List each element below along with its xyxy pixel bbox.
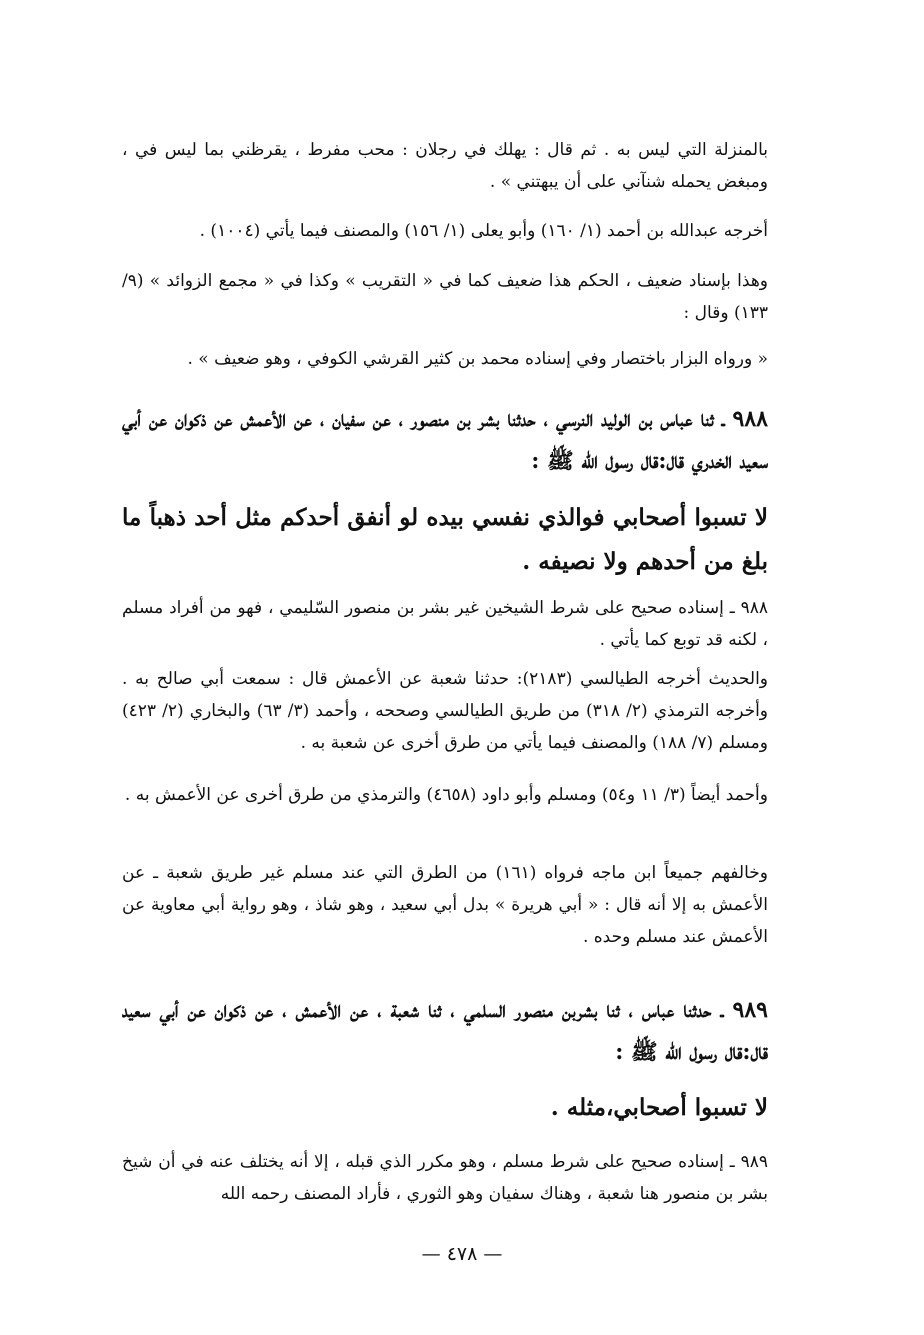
hadith-988-matn-block [122,496,768,584]
hadith-988-isnad: ٩٨٨ ـ ثنا عباس بن الوليد النرسي ، حدثنا بشر بن منصور ، عن سفيان ، عن الأعمش عن ذكوان عن أبي سعيد الخدري قال:قال رسول الله ﷺ : [122,406,768,474]
comment-989-block [122,1146,768,1210]
hadith-989-matn-block [122,1086,768,1130]
intro-quote-block [122,134,768,198]
page-number: — ٤٧٨ — [421,1243,503,1265]
hadith-989-isnad: ٩٨٩ ـ حدثنا عباس ، ثنا بشربن منصور السلمي ، ثنا شعبة ، عن الأعمش ، عن ذكوان عن أبي سعيد قال:قال رسول الله ﷺ : [122,997,768,1065]
quote-987: « ورواه البزار باختصار وفي إسناده محمد بن كثير القرشي الكوفي ، وهو ضعيف » . [187,349,768,369]
hadith-988-isnad-block [122,398,768,482]
comment-988-a: ٩٨٨ ـ إسناده صحيح على شرط الشيخين غير بشر بن منصور السّليمي ، فهو من أفراد مسلم ، لكنه قد توبع كما يأتي . [122,598,768,650]
comment-988-c: وأحمد أيضاً (٣/ ١١ و٥٤) ومسلم وأبو داود (٤٦٥٨) والترمذي من طرق أخرى عن الأعمش به . [124,785,768,805]
hadith-989-matn: لا تسبوا أصحابي،مثله . [550,1094,768,1121]
comment-988-c-block [122,779,768,811]
comment-988-a-block [122,592,768,656]
hadith-988-matn: لا تسبوا أصحابي فوالذي نفسي بيده لو أنفق أحدكم مثل أحد ذهباً ما بلغ من أحدهم ولا نصيفه . [122,504,768,575]
hadith-989-isnad-block [122,989,768,1073]
takhrij-987-block [122,215,768,247]
comment-988-b-block [122,663,768,759]
comment-989: ٩٨٩ ـ إسناده صحيح على شرط مسلم ، وهو مكرر الذي قبله ، إلا أنه يختلف عنه في أن شيخ بشر بن منصور هنا شعبة ، وهناك سفيان وهو الثوري ، فأراد المصنف رحمه الله [122,1152,768,1204]
quote-987-block [122,343,768,375]
grading-987-block [122,265,768,329]
comment-988-d-block [122,857,768,953]
intro-quote: بالمنزلة التي ليس به . ثم قال : يهلك في رجلان : محب مفرط ، يقرظني بما ليس في ، ومبغض يحمله شنآني على أن يبهتني » . [122,140,768,192]
comment-988-d: وخالفهم جميعاً ابن ماجه فرواه (١٦١) من الطرق التي عند مسلم غير طريق شعبة ـ عن الأعمش به إلا أنه قال : « أبي هريرة » بدل أبي سعيد ، وهو شاذ ، وهو رواية أبي معاوية عن الأعمش عند مسلم وحده . [122,863,768,947]
comment-988-b: والحديث أخرجه الطيالسي (٢١٨٣): حدثنا شعبة عن الأعمش قال : سمعت أبي صالح به . وأخرجه الترمذي (٢/ ٣١٨) من طريق الطيالسي وصححه ، وأحمد (٣/ ٦٣) والبخاري (٢/ ٤٢٣) ومسلم (٧/ ١٨٨) والمصنف فيما يأتي من طرق أخرى عن شعبة به . [122,669,769,753]
takhrij-987: أخرجه عبدالله بن أحمد (١/ ١٦٠) وأبو يعلى (١/ ١٥٦) والمصنف فيما يأتي (١٠٠٤) . [199,221,768,241]
grading-987: وهذا بإسناد ضعيف ، الحكم هذا ضعيف كما في « التقريب » وكذا في « مجمع الزوائد » (٩/ ١٣٣) وقال : [122,271,768,323]
